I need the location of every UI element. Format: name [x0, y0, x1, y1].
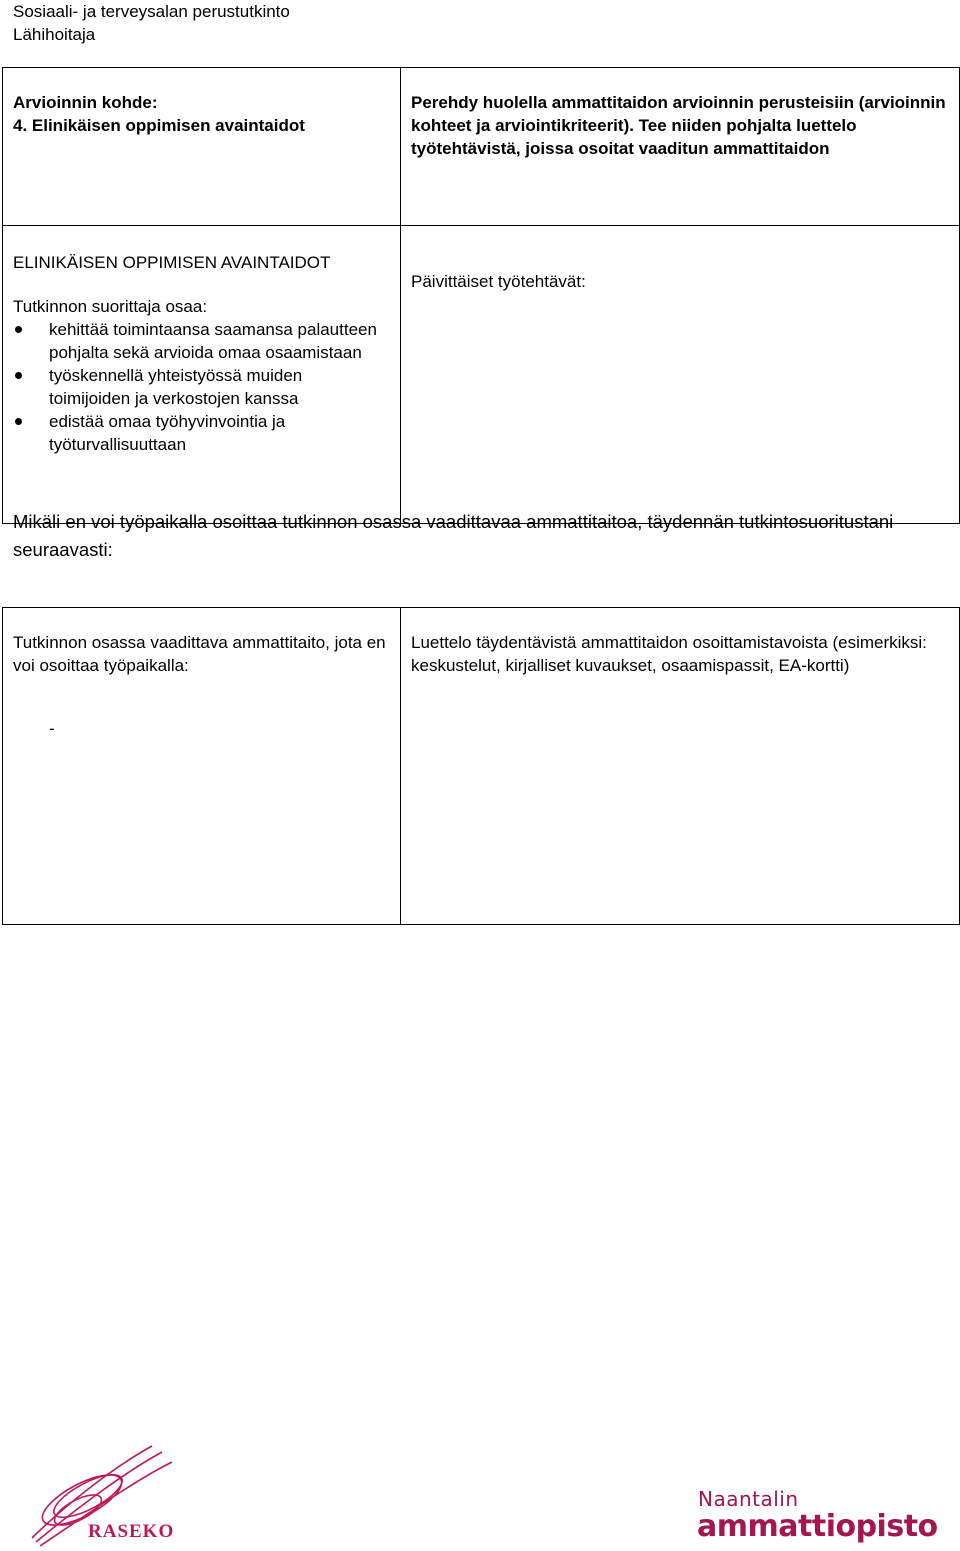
criteria-heading: ELINIKÄISEN OPPIMISEN AVAINTAIDOT — [13, 253, 331, 272]
list-item: työskennellä yhteistyössä muiden toimijoiden ja verkostojen kanssa — [13, 364, 379, 410]
naantali-logo-line1: Naantalin — [698, 1487, 799, 1511]
instruction-cell — [401, 68, 960, 226]
degree-title: Sosiaali- ja terveysalan perustutkinto — [13, 2, 290, 21]
bullet-icon — [15, 418, 22, 425]
instruction-text: Perehdy huolella ammattitaidon arvioinnin perusteisiin (arvioinnin kohteet ja arviointikriteerit). Tee niiden pohjalta luettelo työtehtävistä, joissa osoitat vaaditun ammattitaidon — [411, 93, 946, 158]
bullet-icon — [15, 326, 22, 333]
criteria-list — [13, 318, 390, 456]
missing-skill-cell[interactable] — [3, 608, 401, 925]
raseko-logo-text: RASEKO — [88, 1521, 175, 1542]
assessment-target-value: 4. Elinikäisen oppimisen avaintaidot — [13, 116, 305, 135]
supplement-note: Mikäli en voi työpaikalla osoittaa tutkinnon osassa vaadittavaa ammattitaitoa, täydennän tutkintosuoritustani seuraavasti: — [13, 511, 894, 560]
daily-tasks-label: Päivittäiset työtehtävät: — [411, 272, 586, 291]
qualification-title: Lähihoitaja — [13, 25, 96, 44]
daily-tasks-cell[interactable] — [401, 226, 960, 524]
criteria-cell — [3, 226, 401, 524]
assessment-table — [2, 67, 960, 524]
assessment-target-label: Arvioinnin kohde: — [13, 93, 158, 112]
missing-skill-dash: - — [49, 719, 55, 738]
assessment-target-cell — [3, 68, 401, 226]
criteria-intro: Tutkinnon suorittaja osaa: — [13, 297, 208, 316]
supplement-methods-label: Luettelo täydentävistä ammattitaidon osoittamistavoista (esimerkiksi: keskustelut, kirjalliset kuvaukset, osaamispassit, EA-kortti) — [411, 633, 927, 675]
supplement-methods-cell[interactable] — [401, 608, 960, 925]
bullet-icon — [15, 372, 22, 379]
document-header — [13, 0, 290, 46]
missing-skill-label: Tutkinnon osassa vaadittava ammattitaito, jota en voi osoittaa työpaikalla: — [13, 633, 386, 675]
supplement-table — [2, 607, 960, 925]
list-item: edistää omaa työhyvinvointia ja työturvallisuuttaan — [13, 410, 379, 456]
list-item: kehittää toimintaansa saamansa palautteen pohjalta sekä arvioida omaa osaamistaan — [13, 318, 379, 364]
naantali-logo-line2: ammattiopisto — [697, 1509, 938, 1544]
